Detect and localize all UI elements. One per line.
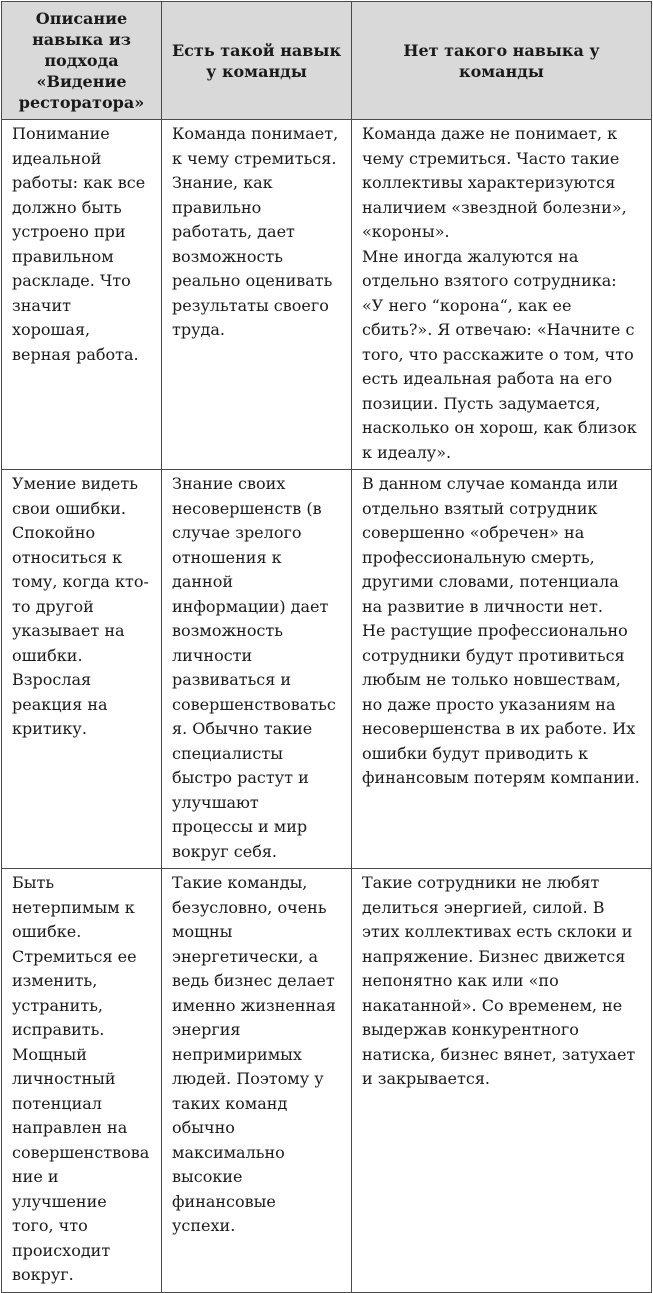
no-skill-cell — [352, 470, 652, 869]
skill-cell — [2, 120, 162, 470]
skill-text: Быть нетерпимым к ошибке. Стремиться ее изменить, устранить, исправить. Мощный личностный потенциал направлен на совершенствование и улучшение того, что происходит вокруг. — [12, 873, 150, 1284]
header-no-skill: Нет такого навыка у команды — [352, 2, 652, 120]
no-skill-text: Такие сотрудники не любят делиться энергией, силой. В этих коллективах есть склоки и напряжение. Бизнес движется непонятно как или «по накатанной». Со временем, не выдержав конкурентного натиска, бизнес вянет, затухает и закрывается. — [362, 873, 636, 1088]
has-skill-text: Знание своих несовершенств (в случае зрелого отношения к данной информации) дает возможность личности развиваться и совершенствоваться. Обычно такие специалисты быстро растут и улучшают процессы и мир вокруг себя. — [172, 474, 336, 861]
table-row — [2, 470, 652, 869]
table-row — [2, 869, 652, 1293]
no-skill-cell — [352, 120, 652, 470]
skill-cell — [2, 869, 162, 1293]
skill-text: Умение видеть свои ошибки. Спокойно относиться к тому, когда кто-то другой указывает на ошибки. Взрослая реакция на критику. — [12, 474, 149, 738]
table-header — [2, 2, 652, 120]
skill-text: Понимание идеальной работы: как все должно быть устроено при правильном раскладе. Что значит хорошая, верная работа. — [12, 124, 146, 364]
skill-cell — [2, 470, 162, 869]
has-skill-text: Такие команды, безусловно, очень мощны энергетически, а ведь бизнес делает именно жизненная энергия непримиримых людей. Поэтому у таких команд обычно максимально высокие финансовые успехи. — [172, 873, 336, 1235]
no-skill-cell — [352, 869, 652, 1293]
no-skill-text: В данном случае команда или отдельно взятый сотрудник совершенно «обречен» на профессиональную смерть, другими словами, потенциала на развитие в личности нет. — [362, 474, 619, 616]
table-body — [2, 120, 652, 1293]
header-has-skill: Есть такой навык у команды — [162, 2, 352, 120]
no-skill-text: Не растущие профессионально сотрудники будут противиться любым не только новшествам, но даже просто указаниям на несовершенства в их работе. Их ошибки будут приводить к финансовым потерям компании. — [362, 621, 640, 787]
has-skill-cell — [162, 120, 352, 470]
table-row — [2, 120, 652, 470]
skills-comparison-table — [1, 1, 652, 1293]
has-skill-text: Команда понимает, к чему стремиться. Знание, как правильно работать, дает возможность реально оценивать результаты своего труда. — [172, 124, 339, 339]
no-skill-text: Команда даже не понимает, к чему стремиться. Часто такие коллективы характеризуются наличием «звездной болезни», «короны». — [362, 124, 627, 241]
header-row — [2, 2, 652, 120]
no-skill-text: Мне иногда жалуются на отдельно взятого сотрудника: «У него “корона“, как ее сбить?». Я отвечаю: «Начните с того, что расскажите о том, что есть идеальная работа на его позиции. Пусть задумается, насколько он хорош, как близок к идеалу». — [362, 246, 637, 462]
header-skill-description: Описание навыка из подхода «Видение ресторатора» — [2, 2, 162, 120]
has-skill-cell — [162, 470, 352, 869]
has-skill-cell — [162, 869, 352, 1293]
